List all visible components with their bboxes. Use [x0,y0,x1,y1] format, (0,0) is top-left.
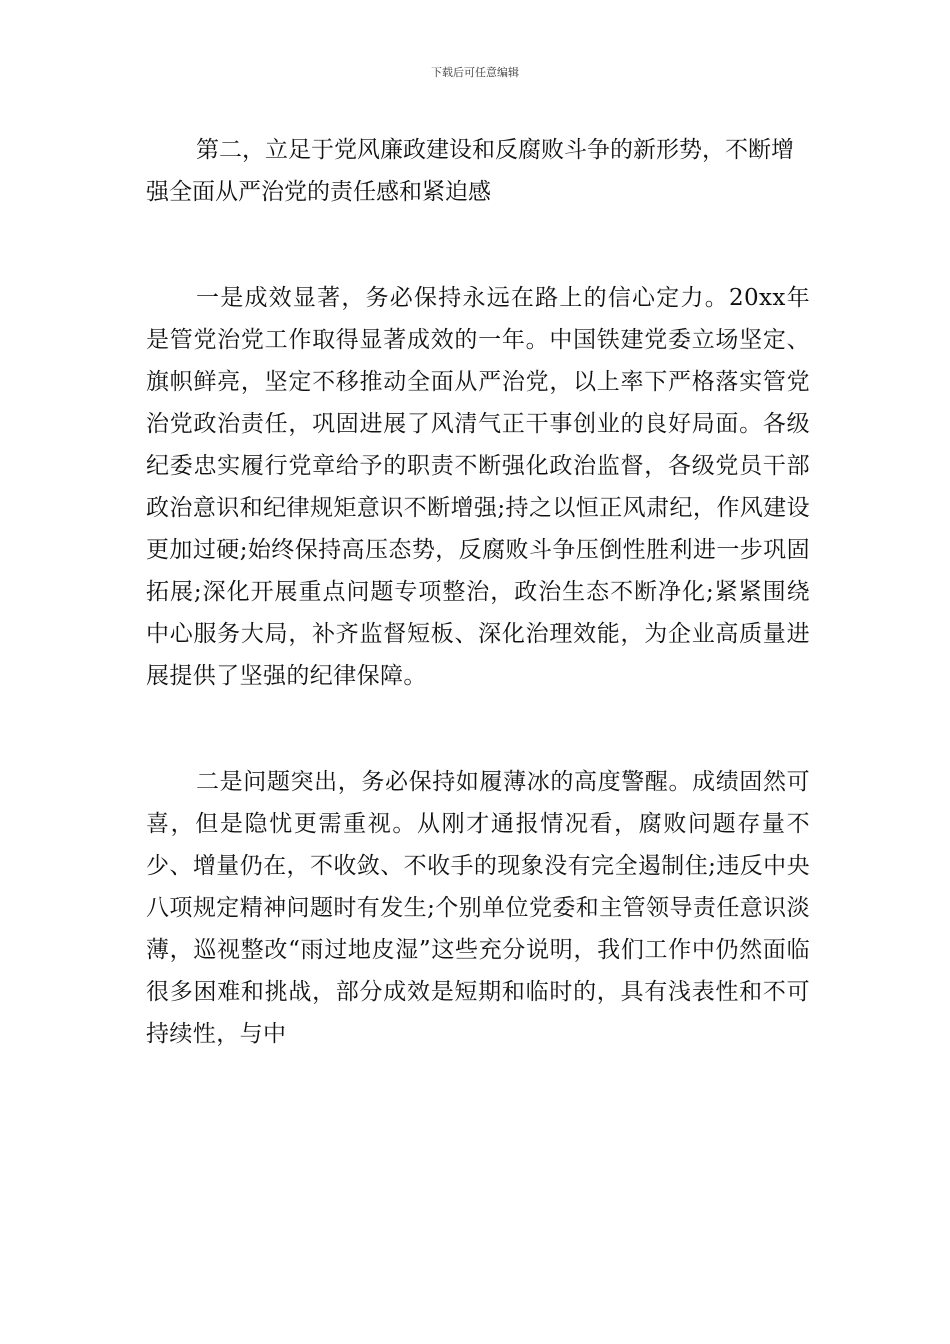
paragraph-problems: 二是问题突出，务必保持如履薄冰的高度警醒。成绩固然可喜，但是隐忧更需重视。从刚才通报情况看，腐败问题存量不少、增量仍在，不收敛、不收手的现象没有完全遏制住;违反中央八项规定精神问题时有发生;个别单位党委和主管领导责任意识淡薄，巡视整改“雨过地皮湿”这些充分说明，我们工作中仍然面临很多困难和挑战，部分成效是短期和临时的，具有浅表性和不可持续性，与中 [146,769,810,1047]
section-heading: 第二，立足于党风廉政建设和反腐败斗争的新形势，不断增强全面从严治党的责任感和紧迫感 [146,137,794,205]
document-body [146,129,810,1055]
paragraph-achievements: 一是成效显著，务必保持永远在路上的信心定力。20xx年是管党治党工作取得显著成效的一年。中国铁建党委立场坚定、旗帜鲜亮，坚定不移推动全面从严治党，以上率下严格落实管党治党政治责任，巩固进展了风清气正干事创业的良好局面。各级纪委忠实履行党章给予的职责不断强化政治监督，各级党员干部政治意识和纪律规矩意识不断增强;持之以恒正风肃纪，作风建设更加过硬;始终保持高压态势，反腐败斗争压倒性胜利进一步巩固拓展;深化开展重点问题专项整治，政治生态不断净化;紧紧围绕中心服务大局，补齐监督短板、深化治理效能，为企业高质量进展提供了坚强的纪律保障。 [146,285,810,689]
page-header: 下载后可任意编辑 [431,66,519,79]
